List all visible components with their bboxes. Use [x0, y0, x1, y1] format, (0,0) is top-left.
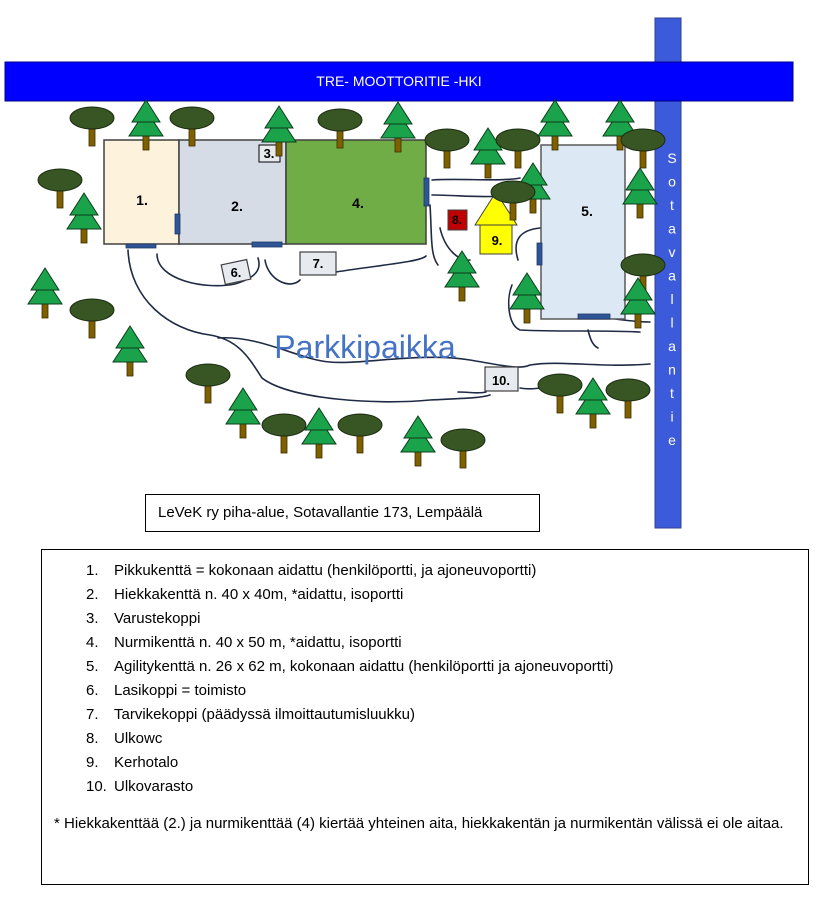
legend-item-number: 1. [86, 562, 99, 579]
legend-item [86, 631, 613, 655]
legend-item [86, 583, 613, 607]
conifer-tree-icon [113, 326, 147, 376]
deciduous-tree-icon [425, 129, 469, 168]
area-5-agility-field [541, 145, 625, 319]
conifer-tree-icon [226, 388, 260, 438]
conifer-tree-icon [538, 100, 572, 150]
deciduous-tree-icon [186, 364, 230, 403]
conifer-tree-icon [302, 408, 336, 458]
side-road-letter: a [668, 338, 676, 354]
legend-item-number: 6. [86, 682, 99, 699]
area-number-label: 8. [451, 213, 463, 227]
side-road-letter: a [668, 220, 676, 237]
side-road-letter: t [670, 197, 674, 213]
area-number-label: 6. [230, 265, 242, 280]
area-number-label: 4. [352, 195, 364, 211]
deciduous-tree-icon [70, 299, 114, 338]
area-4-grass-field [286, 140, 426, 244]
legend-item-text: Lasikoppi = toimisto [114, 682, 247, 699]
area-number-label: 9. [491, 233, 503, 248]
area-number-label: 3. [263, 146, 275, 161]
deciduous-tree-icon [538, 374, 582, 413]
legend-item-text: Pikkukenttä = kokonaan aidattu (henkilöportti, ja ajoneuvoportti) [114, 562, 537, 579]
legend-item-number: 9. [86, 754, 99, 771]
legend-item [86, 559, 613, 583]
legend-item-number: 7. [86, 706, 99, 723]
map-caption: LeVeK ry piha-alue, Sotavallantie 173, Lempäälä [145, 494, 540, 532]
conifer-tree-icon [67, 193, 101, 243]
side-road-letter: l [670, 291, 674, 307]
legend-box [41, 549, 809, 885]
conifer-tree-icon [445, 251, 479, 301]
legend-item-number: 4. [86, 634, 99, 651]
legend-item-text: Varustekoppi [114, 610, 201, 627]
legend-item-text: Ulkowc [114, 730, 163, 747]
side-road-letter: a [668, 267, 676, 284]
legend-item-number: 10. [86, 778, 107, 795]
legend-item-text: Hiekkakenttä n. 40 x 40m, *aidattu, isoportti [114, 586, 404, 603]
side-road-letter: S [667, 150, 677, 166]
legend-note: * Hiekkakenttää (2.) ja nurmikenttää (4) kiertää yhteinen aita, hiekkakentän ja nurmikentän välissä ei ole aitaa. [54, 815, 784, 832]
side-road-letter: n [668, 361, 676, 378]
legend-item-text: Agilitykenttä n. 26 x 62 m, kokonaan aidattu (henkilöportti ja ajoneuvoportti) [114, 658, 614, 675]
area-number-label: 1. [136, 192, 148, 208]
legend-item-text: Ulkovarasto [114, 778, 194, 795]
area-number-label: 10. [491, 373, 511, 388]
side-road-letter: v [668, 244, 676, 260]
legend-item [86, 751, 613, 775]
side-road-letter: l [670, 314, 674, 331]
legend-item-text: Tarvikekoppi (päädyssä ilmoittautumisluukku) [114, 706, 415, 723]
legend-item-text: Nurmikenttä n. 40 x 50 m, *aidattu, isoportti [114, 634, 402, 651]
legend-item-number: 3. [86, 610, 99, 627]
deciduous-tree-icon [338, 414, 382, 453]
conifer-tree-icon [510, 273, 544, 323]
side-road-letter: e [668, 432, 676, 448]
parking-label: Parkkipaikka [274, 329, 456, 365]
legend-item [86, 703, 613, 727]
deciduous-tree-icon [606, 379, 650, 418]
legend-list [86, 559, 613, 799]
top-road-label: TRE- MOOTTORITIE -HKI [316, 73, 482, 89]
legend-item [86, 679, 613, 703]
area-number-label: 2. [231, 198, 243, 214]
deciduous-tree-icon [262, 414, 306, 453]
legend-item [86, 727, 613, 751]
area-number-label: 7. [312, 256, 324, 271]
side-road-letter: i [670, 408, 674, 425]
deciduous-tree-icon [441, 429, 485, 468]
legend-item-text: Kerhotalo [114, 754, 179, 771]
legend-item-number: 5. [86, 658, 99, 675]
legend-item [86, 775, 613, 799]
area-number-label: 5. [581, 203, 593, 219]
legend-item [86, 607, 613, 631]
deciduous-tree-icon [38, 169, 82, 208]
side-road-letter: t [670, 385, 674, 401]
conifer-tree-icon [28, 268, 62, 318]
legend-item [86, 655, 613, 679]
conifer-tree-icon [623, 168, 657, 218]
side-road-letter: o [668, 173, 676, 190]
legend-item-number: 8. [86, 730, 99, 747]
legend-item-number: 2. [86, 586, 99, 603]
conifer-tree-icon [401, 416, 435, 466]
